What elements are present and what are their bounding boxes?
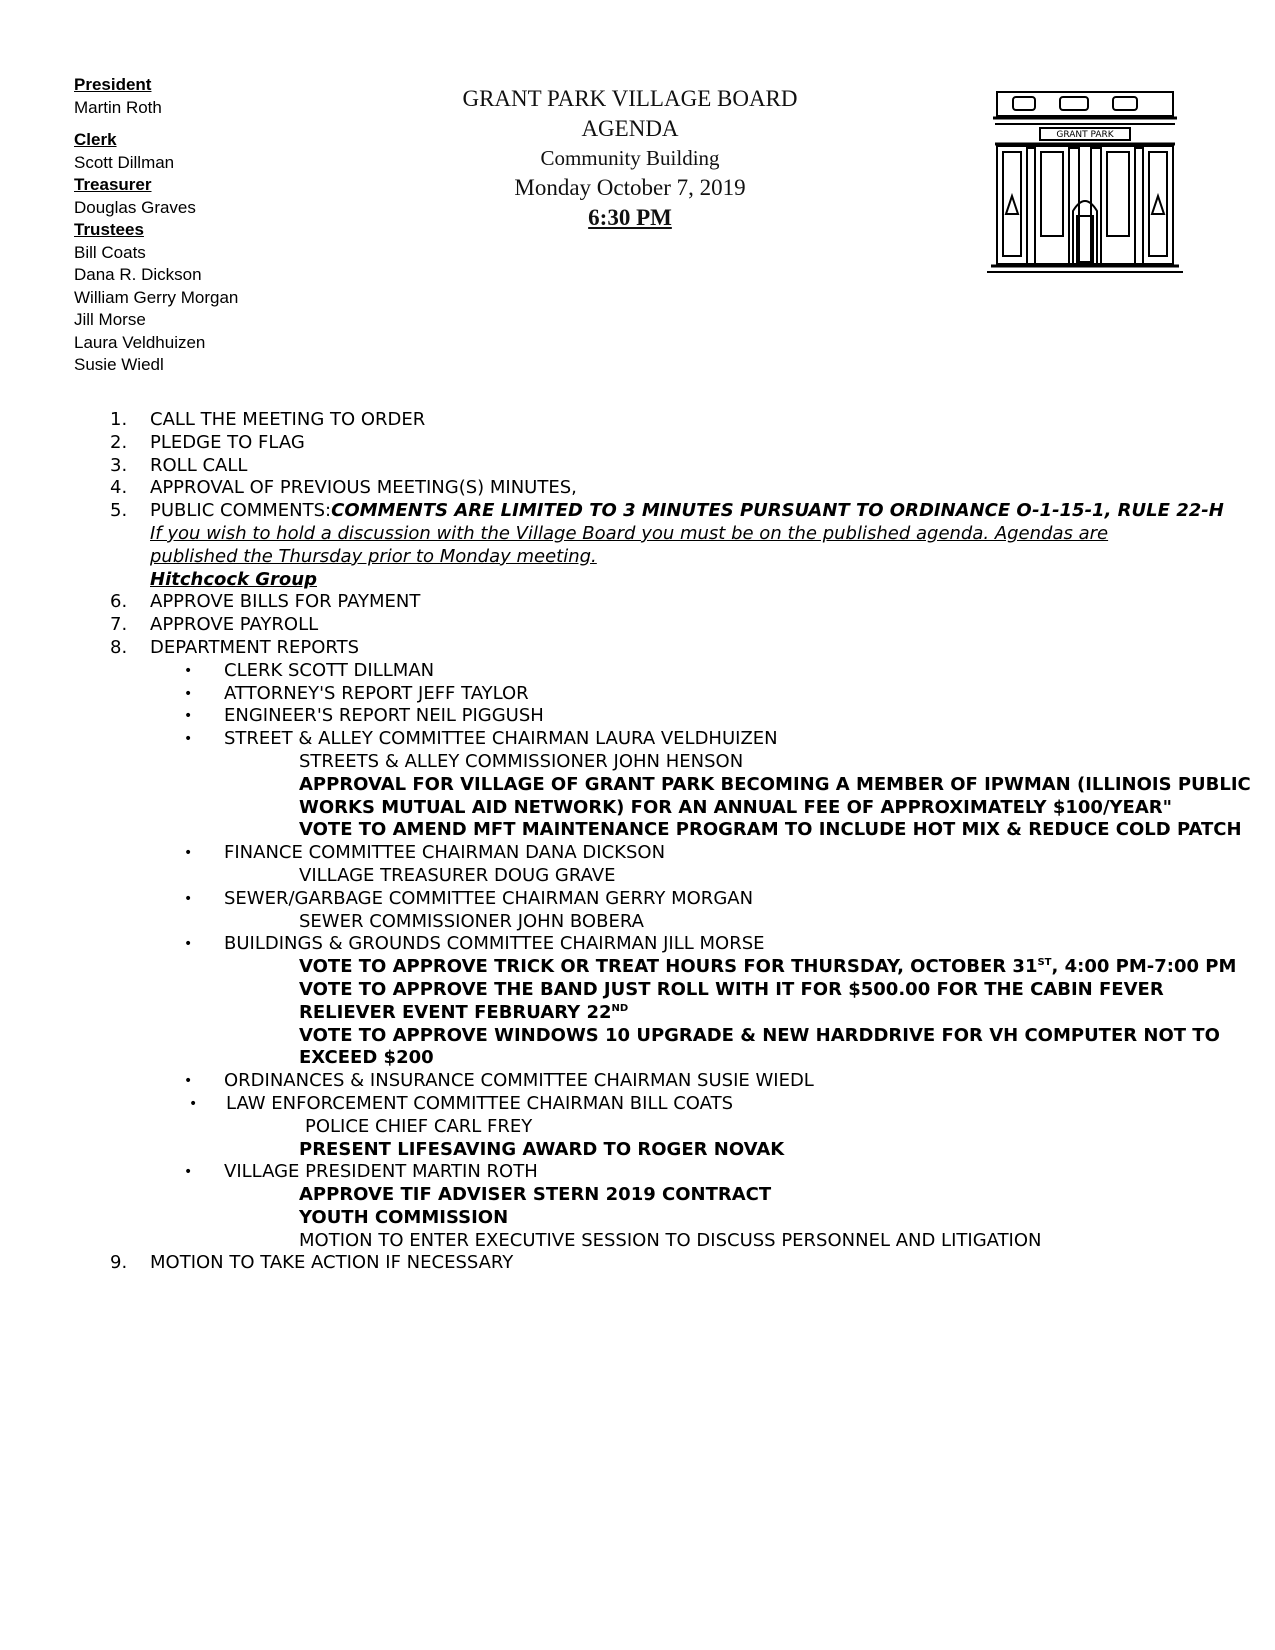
lifesaving-award: PRESENT LIFESAVING AWARD TO ROGER NOVAK	[299, 1138, 785, 1160]
item-text: APPROVE PAYROLL	[150, 614, 319, 636]
sub-line	[0, 819, 1275, 842]
agenda-item-5	[0, 500, 1275, 523]
treasurer-label: Treasurer	[74, 175, 152, 194]
item-text: PLEDGE TO FLAG	[150, 431, 305, 453]
item-number: 1.	[110, 409, 128, 430]
sub-line	[0, 774, 1275, 797]
bullet-icon: •	[184, 662, 193, 679]
agenda-item-1	[0, 409, 1275, 432]
trustee-name: Laura Veldhuizen	[74, 332, 206, 352]
report-engineer	[0, 705, 1275, 728]
report-title: LAW ENFORCEMENT COMMITTEE CHAIRMAN BILL COATS	[226, 1092, 733, 1114]
ipwman-motion: APPROVAL FOR VILLAGE OF GRANT PARK BECOMING A MEMBER OF IPWMAN (ILLINOIS PUBLIC	[299, 773, 1251, 795]
report-title: CLERK SCOTT DILLMAN	[224, 659, 435, 681]
sub-line	[0, 1139, 1275, 1162]
report-title: SEWER/GARBAGE COMMITTEE CHAIRMAN GERRY MORGAN	[224, 887, 754, 909]
bullet-icon: •	[184, 708, 193, 725]
bullet-icon: •	[184, 936, 193, 953]
item-number: 8.	[110, 636, 128, 658]
agenda-item-6	[0, 591, 1275, 614]
trustee-name: Susie Wiedl	[74, 355, 164, 374]
bullet-icon: •	[184, 731, 193, 748]
village-treasurer: VILLAGE TREASURER DOUG GRAVE	[299, 864, 616, 886]
item-number: 2.	[110, 431, 128, 453]
trick-or-treat-motion	[299, 956, 1236, 979]
executive-session: MOTION TO ENTER EXECUTIVE SESSION TO DISCUSS PERSONNEL AND LITIGATION	[299, 1229, 1042, 1251]
item-number: 3.	[110, 454, 128, 476]
ipwman-motion: WORKS MUTUAL AID NETWORK) FOR AN ANNUAL FEE OF APPROXIMATELY $100/YEAR"	[299, 796, 1173, 818]
president-name: Martin Roth	[74, 97, 162, 117]
public-comments-rule: COMMENTS ARE LIMITED TO 3 MINUTES PURSUANT TO ORDINANCE O-1-15-1, RULE 22-H	[331, 500, 1224, 522]
sub-line	[0, 1184, 1275, 1207]
treasurer-name: Douglas Graves	[74, 197, 196, 217]
trick-or-treat-hours: , 4:00 PM-7:00 PM	[1051, 956, 1237, 978]
public-comments-label: PUBLIC COMMENTS:	[150, 500, 332, 522]
item-number: 7.	[110, 614, 128, 636]
windows-motion: EXCEED $200	[299, 1047, 434, 1069]
sub-line	[0, 911, 1275, 934]
bullet-icon: •	[184, 890, 193, 907]
building-seal-icon	[985, 86, 1185, 276]
report-sewer	[0, 888, 1275, 911]
agenda-header	[430, 84, 830, 233]
sub-line	[0, 1025, 1275, 1048]
officers-list	[74, 74, 238, 377]
sub-line	[0, 1230, 1275, 1253]
agenda-list	[0, 409, 1275, 1275]
band-motion: VOTE TO APPROVE THE BAND JUST ROLL WITH IT FOR $500.00 FOR THE CABIN FEVER	[299, 978, 1164, 1000]
report-title: ATTORNEY'S REPORT JEFF TAYLOR	[224, 682, 529, 704]
sewer-commissioner: SEWER COMMISSIONER JOHN BOBERA	[299, 910, 644, 932]
agenda-title: AGENDA	[581, 116, 679, 141]
sub-line	[0, 1002, 1275, 1025]
report-clerk	[0, 660, 1275, 683]
trustee-name: Jill Morse	[74, 310, 146, 329]
trick-or-treat-text: VOTE TO APPROVE TRICK OR TREAT HOURS FOR THURSDAY, OCTOBER 31	[299, 956, 1038, 978]
president-label: President	[74, 75, 152, 94]
clerk-label: Clerk	[74, 130, 117, 149]
sub-line	[0, 979, 1275, 1002]
public-comments-note-line	[0, 546, 1275, 569]
agenda-item-9	[0, 1252, 1275, 1275]
mft-motion: VOTE TO AMEND MFT MAINTENANCE PROGRAM TO INCLUDE HOT MIX & REDUCE COLD PATCH	[299, 819, 1242, 841]
agenda-item-3	[0, 455, 1275, 478]
report-title: VILLAGE PRESIDENT MARTIN ROTH	[224, 1161, 538, 1183]
item-text: APPROVE BILLS FOR PAYMENT	[150, 591, 421, 613]
meeting-location: Community Building	[540, 146, 720, 170]
sub-line	[0, 751, 1275, 774]
public-comments-note-line	[0, 523, 1275, 546]
trustee-name: William Gerry Morgan	[74, 287, 239, 307]
item-number: 6.	[110, 591, 128, 613]
trustees-label: Trustees	[74, 220, 144, 239]
sub-line	[0, 1047, 1275, 1070]
bullet-icon: •	[184, 685, 193, 702]
meeting-date: Monday October 7, 2019	[514, 175, 746, 200]
agenda-item-4	[0, 477, 1275, 500]
hitchcock-group: Hitchcock Group	[150, 568, 317, 590]
trustee-name: Bill Coats	[74, 242, 146, 262]
item-number: 9.	[110, 1252, 128, 1274]
report-title: STREET & ALLEY COMMITTEE CHAIRMAN LAURA VELDHUIZEN	[224, 728, 778, 750]
windows-motion: VOTE TO APPROVE WINDOWS 10 UPGRADE & NEW HARDDRIVE FOR VH COMPUTER NOT TO	[299, 1024, 1220, 1046]
seal-text: GRANT PARK	[1056, 130, 1114, 140]
sub-line	[0, 956, 1275, 979]
report-title: ORDINANCES & INSURANCE COMMITTEE CHAIRMAN SUSIE WIEDL	[224, 1070, 814, 1092]
police-chief: POLICE CHIEF CARL FREY	[305, 1115, 533, 1137]
report-ordinances	[0, 1070, 1275, 1093]
public-comments-note: If you wish to hold a discussion with the Village Board you must be on the published agenda. Agendas are	[150, 522, 1109, 544]
public-comments-note: published the Thursday prior to Monday meeting.	[150, 545, 597, 567]
board-title: GRANT PARK VILLAGE BOARD	[462, 86, 798, 111]
item-text: CALL THE MEETING TO ORDER	[150, 409, 426, 430]
report-attorney	[0, 683, 1275, 706]
public-comments-group-line	[0, 569, 1275, 592]
trustee-name: Dana R. Dickson	[74, 265, 202, 284]
report-title: FINANCE COMMITTEE CHAIRMAN DANA DICKSON	[224, 842, 666, 864]
sub-line	[0, 865, 1275, 888]
item-number: 4.	[110, 477, 128, 499]
bullet-icon: •	[189, 1095, 198, 1112]
sub-line	[0, 1207, 1275, 1230]
band-event-text: RELIEVER EVENT FEBRUARY 22	[299, 1001, 612, 1023]
agenda-item-8	[0, 637, 1275, 660]
sub-line	[0, 1116, 1275, 1139]
report-title: BUILDINGS & GROUNDS COMMITTEE CHAIRMAN JILL MORSE	[224, 933, 765, 955]
report-buildings	[0, 933, 1275, 956]
sub-line	[0, 797, 1275, 820]
band-motion	[299, 1002, 628, 1025]
item-text: APPROVAL OF PREVIOUS MEETING(S) MINUTES,	[150, 477, 577, 499]
item-number: 5.	[110, 500, 128, 522]
tif-contract: APPROVE TIF ADVISER STERN 2019 CONTRACT	[299, 1184, 772, 1206]
ordinal-suffix: ND	[611, 1002, 629, 1014]
clerk-name: Scott Dillman	[74, 152, 175, 172]
report-finance	[0, 842, 1275, 865]
item-text: ROLL CALL	[150, 454, 248, 476]
youth-commission: YOUTH COMMISSION	[299, 1206, 509, 1228]
ordinal-suffix: ST	[1037, 957, 1052, 969]
meeting-time: 6:30 PM	[588, 205, 672, 230]
item-text: MOTION TO TAKE ACTION IF NECESSARY	[150, 1252, 514, 1274]
report-law-enforcement	[0, 1093, 1275, 1116]
bullet-icon: •	[184, 845, 193, 862]
report-village-president	[0, 1161, 1275, 1184]
report-street-alley	[0, 728, 1275, 751]
agenda-item-7	[0, 614, 1275, 637]
bullet-icon: •	[184, 1164, 193, 1181]
report-title: ENGINEER'S REPORT NEIL PIGGUSH	[224, 705, 544, 727]
street-commissioner: STREETS & ALLEY COMMISSIONER JOHN HENSON	[299, 750, 744, 772]
bullet-icon: •	[184, 1073, 193, 1090]
agenda-item-2	[0, 432, 1275, 455]
item-text: DEPARTMENT REPORTS	[150, 636, 360, 658]
item-text	[150, 500, 1224, 523]
